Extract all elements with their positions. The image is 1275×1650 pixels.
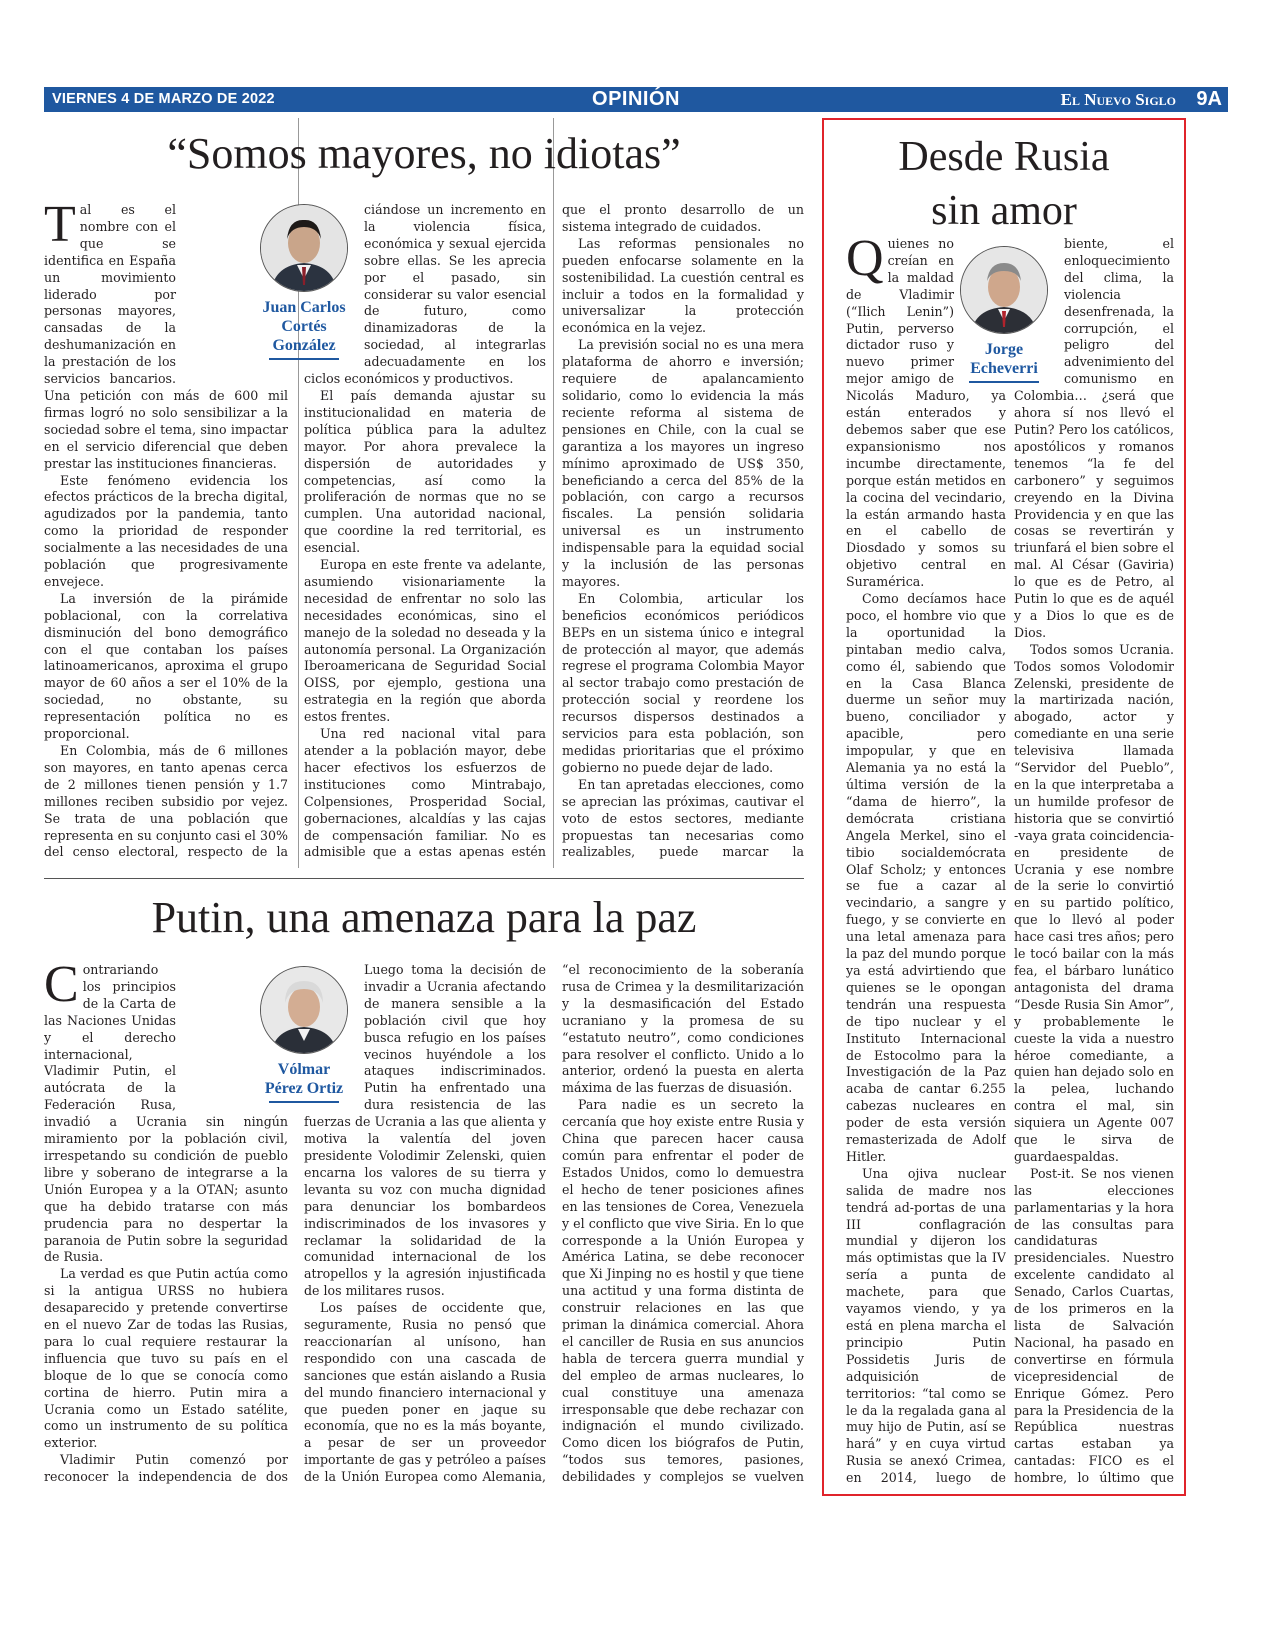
article2-column-2: [304, 962, 546, 1484]
article1-paragraph: ciándose un incremento en la violencia física, económica y sexual ejercida sobre ellas. Se les aprecia por el pasado, sin considerar su valor esencial de futuro, como dinamizadoras de la sociedad, al integrarlas adecuadamente en los ciclos económicos y productivos.: [304, 202, 546, 387]
article2-paragraph: Luego toma la decisión de invadir a Ucrania afectando de manera sensible a la población civil que hoy busca refugio en los países vecinos huyéndole a los ataques indiscriminados. Putin ha enfrentado una dura resistencia de las fuerzas de Ucrania a las que alienta y motiva la valentía del joven presidente Volodimir Zelenski, quien encarna los valores de su tierra y levanta su voz con mucha dignidad para denunciar los bombardeos indiscriminados de los invasores y reclamar la solidaridad de la comunidad internacional de los atropellos y la agresión injustificada de los militares rusos.: [304, 962, 546, 1299]
article-divider: [44, 878, 804, 879]
drop-cap: T: [44, 202, 76, 253]
article2-paragraph: Vladimir Putin comenzó por reconocer la independencia de dos: [44, 1452, 288, 1484]
article2-paragraph: “el reconocimiento de la soberanía rusa de Crimea y la desmilitarización y la desmasificación del Estado ucraniano y la promesa de su “estatuto neutro”, como condiciones para resolver el conflicto. Unido a lo anterior, ordenó la puesta en alerta máxima de las fuerzas de disuasión.: [562, 962, 804, 1096]
article1-paragraph: La inversión de la pirámide poblacional, con la correlativa disminución del bono demográfico con el que contaban los países latinoamericanos, aproxima el grupo mayor de 60 años a ser el 10% de la sociedad, no obstante, su representación política no es proporcional.: [44, 590, 288, 742]
author-name: Juan Carlos Cortés González: [262, 299, 346, 354]
article3-column-2: [1014, 236, 1174, 1486]
article1-column-1: [44, 202, 288, 862]
article3-paragraph: Todos somos Ucrania. Todos somos Volodomir Zelenski, presidente de la martirizada nación, abogado, actor y comediante en una serie televisiva llamada “Servidor del Pueblo”, en la que interpretaba a un humilde profesor de historia que se convirtió -vaya grata coincidencia- en presidente de Ucrania y ese nombre de la serie lo convirtió en su partido político, que lo llevó al poder hace casi tres años; pero le tocó bailar con la más fea, el bárbaro lunático antagonista del drama “Desde Rusia Sin Amor”, y probablemente le cueste la vida a nuestro héroe comediante, a quien han dejado solo en la pelea, luchando contra el mal, sin siquiera un Agente 007 que le sirva de guardaespaldas.: [1014, 641, 1174, 1164]
article1-lead-paragraph: Tal es el nombre con el que se identifica en España un movimiento liderado por personas mayores, cansadas de la deshumanización en la prestación de los servicios bancarios. Una petición con más de 600 mil firmas logró no solo sensibilizar a la sociedad sobre el tema, sino impactar en el servicio diferencial que deben prestar las instituciones financieras.: [44, 202, 288, 471]
article2-lead-paragraph: Contrariando los principios de la Carta de las Naciones Unidas y el derecho internacional, Vladimir Putin, el autócrata de la Federación Rusa, invadió a Ucrania sin ningún miramiento por la población civil, irrespetando su condición de pueblo libre y soberano de integrarse a la Unión Europea y a la OTAN; asunto que ha debido tratarse con más prudencia para no despertar la paranoia de Putin sobre la seguridad de Rusia.: [44, 962, 288, 1265]
article2-paragraph: Para nadie es un secreto la cercanía que hoy existe entre Rusia y China que parecen hacer causa común para enfrentar el poder de Estados Unidos, como lo demuestra el hecho de tener posiciones afines en las tensiones de Corea, Venezuela y el conflicto que vive Siria. En lo que corresponde a la Unión Europea y América Latina, se debe reconocer que Xi Jinping no es hostil y que tiene una actitud y una forma distinta de construir relaciones en las que priman la dinámica comercial. Ahora el canciller de Rusia en sus anuncios habla de tercera guerra mundial y del empleo de armas nucleares, lo cual constituye una amenaza irresponsable que debe rechazar con indignación el mundo civilizado. Como dicen los biógrafos de Putin, “todos sus temores, pasiones, debilidades y complejos se vuelven: [562, 1097, 804, 1484]
article3-paragraph: Una ojiva nuclear salida de madre nos tendrá ad-portas de una III conflagración mundial y dijeron los más optimistas que la IV sería a punta de machete, para que vayamos viendo, y ya está en plena marcha el principio Putin Possidetis Juris de adquisición de territorios: “tal como se le da la regalada gana al muy hijo de Putin, así se hará” y en cuya virtud Rusia se anexó Crimea, en 2014, luego de: [846, 1165, 1006, 1486]
article1-paragraph: El país demanda ajustar su institucionalidad en materia de política pública para la adultez mayor. Por ahora prevalece la dispersión de autoridades y competencias, así como la proliferación de normas que no se cumplen. Una autoridad nacional, que coordine la red territorial, es esencial.: [304, 387, 546, 556]
drop-cap: Q: [846, 236, 884, 287]
article1-paragraph: En tan apretadas elecciones, como se aprecian las próximas, cautivar el voto de estos sectores, mediante propuestas tan necesarias como realizables, puede marcar la: [562, 776, 804, 860]
article1-paragraph: Este fenómeno evidencia los efectos prácticos de la brecha digital, agudizados por la pandemia, tanto como la prioridad de responder socialmente a las necesidades de una población que progresivamente envejece.: [44, 472, 288, 589]
newspaper-brand: El Nuevo Siglo: [1060, 90, 1176, 109]
author-space: [304, 962, 364, 1098]
article1-title: “Somos mayores, no idiotas”: [167, 129, 681, 178]
article3-column-1: [846, 236, 1006, 1486]
author-space: [954, 236, 1006, 386]
article3-paragraph: Post-it. Se nos vienen las elecciones parlamentarias y la hora de las consultas para candidaturas presidenciales. Nuestro excelente candidato al Senado, Carlos Cuartas, de los primeros en la lista de Salvación Nacional, ha pasado en convertirse en fórmula vicepresidencial de Enrique Gómez. Pero para la Presidencia de la República nuestras cartas estaban ya cantadas: FICO es el hombre, lo último que: [1014, 1165, 1174, 1486]
article1-paragraph: En Colombia, más de 6 millones son mayores, en tanto apenas cerca de 2 millones tienen pensión y 1.7 millones reciben subsidio por vejez. Se trata de una población que representa en su conjunto casi el 30% del censo electoral, respecto de la: [44, 743, 288, 860]
author-space: [1014, 236, 1064, 386]
section-title: OPINIÓN: [592, 88, 680, 110]
author-space: [176, 202, 288, 374]
article1-paragraph: Europa en este frente va adelante, asumiendo visionariamente la necesidad de enfrentar no solo las necesidades económicas, sino el manejo de la soledad no deseada y la autonomía personal. La Organización Iberoamericana de Seguridad Social OISS, por ejemplo, gestiona una estrategia en la región que aborda estos frentes.: [304, 557, 546, 725]
article3-paragraph: Como decíamos hace poco, el hombre vio que la oportunidad la pintaban medio calva, como él, sabiendo que en la Casa Blanca duerme un señor muy bueno, conciliador y apacible, pero impopular, y que en Alemania ya no está la última versión de la “dama de hierro”, la demócrata cristiana Angela Merkel, sino el tibio socialdemócrata Olaf Scholz; y entonces se fue a cazar al vecindario, a sangre y fuego, y se convierte en una letal amenaza para la paz del mundo porque ya está advirtiendo que quienes se le opongan tendrán una respuesta de tipo nuclear y el Instituto Internacional de Estocolmo para la Investigación de la Paz acaba de cantar 6.255 cabezas nucleares en poder de esta versión remasterizada de Adolf Hitler.: [846, 591, 1006, 1164]
article1-paragraph: Una red nacional vital para atender a la población mayor, debe hacer efectivos los esfuerzos de instituciones como Mintrabajo, Colpensiones, Prosperidad Social, gobernaciones, alcaldías y las cajas de compensación familiar. No es admisible que a estas apenas estén: [304, 726, 546, 860]
article1-column-2: [304, 202, 546, 862]
article1-paragraph: En Colombia, articular los beneficios económicos periódicos BEPs en un sistema único e integral de protección al mayor, que además regrese el programa Colombia Mayor al sector trabajo como prestación de protección social y reordene los recursos dispersos destinados a servicios para esta población, son medidas prioritarias que el próximo gobierno no puede dejar de lado.: [562, 590, 804, 775]
page-header-bar: [44, 87, 1228, 112]
article1-paragraph: Las reformas pensionales no pueden enfocarse solamente en la sostenibilidad. La cuestión central es incluir a todos en la formalidad y universalizar la protección económica en la vejez.: [562, 235, 804, 336]
article3-title: Desde Rusia sin amor: [898, 134, 1110, 234]
drop-cap: C: [44, 962, 79, 1013]
article2-title: Putin, una amenaza para la paz: [151, 893, 697, 942]
column-rule: [553, 118, 554, 868]
issue-date: VIERNES 4 DE MARZO DE 2022: [52, 91, 275, 107]
article1-column-3: [562, 202, 804, 862]
article3-lead-paragraph: Quienes no creían en la maldad de Vladimir (“Ilich Lenin”) Putin, perverso dictador ruso y nuevo primer mejor amigo de Nicolás Maduro, ya están enterados y debemos saber que ese expansionismo nos incumbe directamente, porque están metidos en la cocina del vecindario, la están armando hasta en el cabello de Diosdado y somos su objetivo central en Suramérica.: [846, 236, 1006, 590]
author-space: [304, 202, 364, 356]
article2-column-1: [44, 962, 288, 1484]
article2-paragraph: Los países de occidente que, seguramente, Rusia no pensó que reaccionarían al unísono, han respondido con una cascada de sanciones que están aislando a Rusia del mundo financiero internacional y que pueden poner en jaque su economía, que no es la más boyante, a pesar de ser un proveedor importante de gas y petróleo a países de la Unión Europea como Alemania,: [304, 1300, 546, 1484]
author-name: Jorge Echeverri: [970, 341, 1038, 377]
article2-paragraph: La verdad es que Putin actúa como si la antigua URSS no hubiera desaparecido y pretende convertirse en el nuevo Zar de todas las Rusias, para lo cual requiere restaurar la influencia que tuvo su país en el bloque de lo que se conocía como cortina de hierro. Putin mira a Ucrania como un Estado satélite, como un instrumento de su política exterior.: [44, 1266, 288, 1451]
article2-column-3: [562, 962, 804, 1484]
page-number: 9A: [1196, 88, 1222, 110]
author-name: Vólmar Pérez Ortiz: [264, 1061, 344, 1097]
article1-paragraph: que el pronto desarrollo de un sistema integrado de cuidados.: [562, 202, 804, 234]
author-space: [176, 962, 288, 1112]
article1-paragraph: La previsión social no es una mera plataforma de ahorro e inversión; requiere de apalancamiento solidario, como lo evidencia la más reciente reforma al sistema de pensiones en Chile, con la cual se garantiza a los mayores un ingreso mínimo aproximado de US$ 350, beneficiando a cerca del 85% de la población, con cargo a recursos fiscales. La pensión solidaria universal es un instrumento indispensable para la equidad social y la inclusión de las personas mayores.: [562, 337, 804, 589]
article3-paragraph: biente, el enloquecimiento del clima, la violencia desenfrenada, la corrupción, el peligro del advenimiento del comunismo en Colombia… ¿será que ahora sí nos llevó el Putin? Pero los católicos, apostólicos y romanos tenemos “la fe del carbonero” y seguimos creyendo en la Divina Providencia y en que las cosas se revertirán y triunfará el bien sobre el mal. Al César (Gaviria) lo que es de Petro, al Putin lo que es de aquél y a Dios lo que es de Dios.: [1014, 236, 1174, 640]
